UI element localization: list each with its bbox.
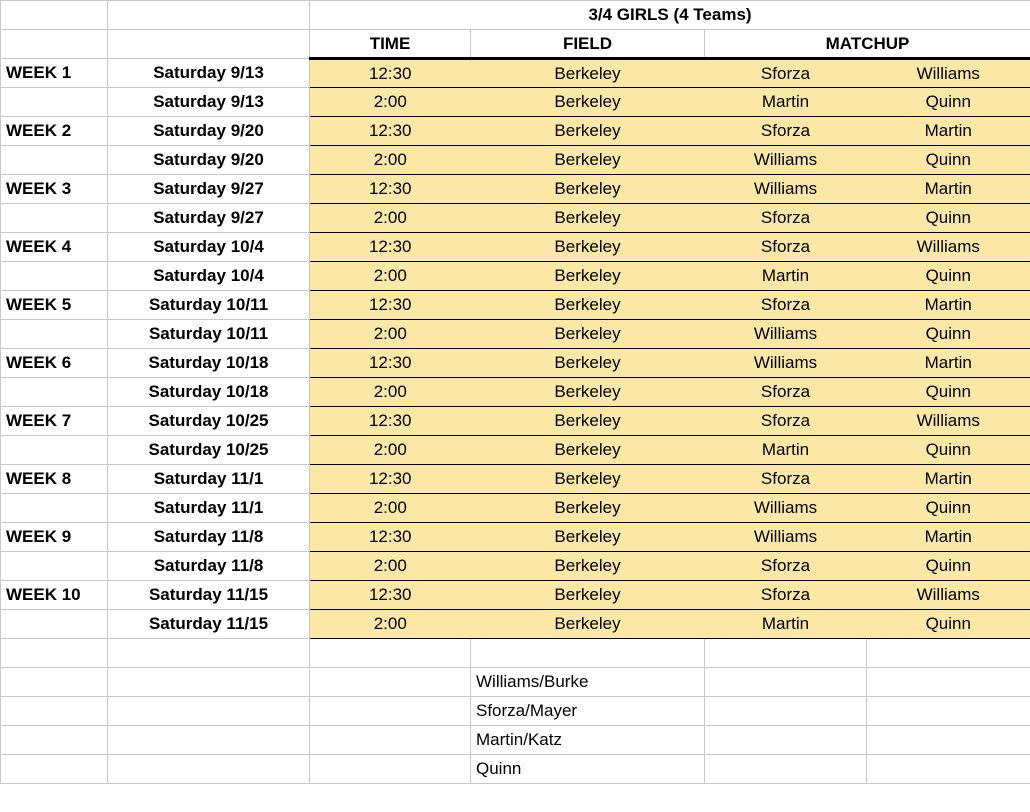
field-cell[interactable]: Berkeley bbox=[471, 117, 705, 146]
cell[interactable] bbox=[867, 755, 1030, 784]
game-row bbox=[1, 523, 1030, 552]
away-team-cell[interactable]: Quinn bbox=[867, 146, 1030, 175]
date-cell[interactable]: Saturday 11/15 bbox=[108, 610, 310, 639]
time-cell[interactable]: 2:00 bbox=[310, 552, 471, 581]
home-team-cell[interactable]: Williams bbox=[705, 146, 867, 175]
team-name-cell[interactable]: Sforza/Mayer bbox=[471, 697, 705, 726]
field-cell[interactable]: Berkeley bbox=[471, 523, 705, 552]
team-name-cell[interactable]: Williams/Burke bbox=[471, 668, 705, 697]
time-cell[interactable]: 2:00 bbox=[310, 262, 471, 291]
blank-row bbox=[1, 639, 1030, 668]
field-cell[interactable]: Berkeley bbox=[471, 175, 705, 204]
week-cell[interactable] bbox=[1, 494, 108, 523]
week-cell[interactable]: WEEK 8 bbox=[1, 465, 108, 494]
game-row bbox=[1, 59, 1030, 88]
field-cell[interactable]: Berkeley bbox=[471, 436, 705, 465]
game-row bbox=[1, 494, 1030, 523]
game-row bbox=[1, 291, 1030, 320]
home-team-cell[interactable]: Sforza bbox=[705, 117, 867, 146]
cell[interactable] bbox=[310, 726, 471, 755]
time-cell[interactable]: 2:00 bbox=[310, 494, 471, 523]
away-team-cell[interactable]: Martin bbox=[867, 291, 1030, 320]
cell[interactable] bbox=[108, 697, 310, 726]
away-team-cell[interactable]: Quinn bbox=[867, 494, 1030, 523]
cell[interactable] bbox=[108, 726, 310, 755]
team-row bbox=[1, 726, 1030, 755]
team-row bbox=[1, 668, 1030, 697]
date-cell[interactable]: Saturday 10/18 bbox=[108, 349, 310, 378]
week-cell[interactable]: WEEK 5 bbox=[1, 291, 108, 320]
week-cell[interactable]: WEEK 3 bbox=[1, 175, 108, 204]
time-cell[interactable]: 12:30 bbox=[310, 523, 471, 552]
game-row bbox=[1, 175, 1030, 204]
cell[interactable] bbox=[867, 639, 1030, 668]
time-cell[interactable]: 12:30 bbox=[310, 175, 471, 204]
time-cell[interactable]: 12:30 bbox=[310, 117, 471, 146]
cell[interactable] bbox=[310, 755, 471, 784]
home-team-cell[interactable]: Williams bbox=[705, 523, 867, 552]
field-cell[interactable]: Berkeley bbox=[471, 465, 705, 494]
cell[interactable] bbox=[310, 697, 471, 726]
game-row bbox=[1, 610, 1030, 639]
away-team-cell[interactable]: Williams bbox=[867, 581, 1030, 610]
home-team-cell[interactable]: Williams bbox=[705, 320, 867, 349]
field-cell[interactable]: Berkeley bbox=[471, 494, 705, 523]
week-cell[interactable]: WEEK 1 bbox=[1, 59, 108, 88]
game-row bbox=[1, 349, 1030, 378]
game-row bbox=[1, 436, 1030, 465]
away-team-cell[interactable]: Martin bbox=[867, 117, 1030, 146]
date-cell[interactable]: Saturday 10/4 bbox=[108, 262, 310, 291]
field-cell[interactable]: Berkeley bbox=[471, 552, 705, 581]
cell[interactable] bbox=[705, 697, 867, 726]
field-cell[interactable]: Berkeley bbox=[471, 59, 705, 88]
cell[interactable] bbox=[867, 668, 1030, 697]
home-team-cell[interactable]: Sforza bbox=[705, 291, 867, 320]
team-name-cell[interactable]: Martin/Katz bbox=[471, 726, 705, 755]
field-cell[interactable]: Berkeley bbox=[471, 291, 705, 320]
game-row bbox=[1, 204, 1030, 233]
game-row bbox=[1, 233, 1030, 262]
game-row bbox=[1, 146, 1030, 175]
home-team-cell[interactable]: Martin bbox=[705, 436, 867, 465]
home-team-cell[interactable]: Williams bbox=[705, 494, 867, 523]
time-cell[interactable]: 12:30 bbox=[310, 59, 471, 88]
cell[interactable] bbox=[705, 668, 867, 697]
field-cell[interactable]: Berkeley bbox=[471, 320, 705, 349]
cell[interactable] bbox=[471, 639, 705, 668]
time-cell[interactable]: 12:30 bbox=[310, 349, 471, 378]
home-team-cell[interactable]: Sforza bbox=[705, 407, 867, 436]
away-team-cell[interactable]: Martin bbox=[867, 349, 1030, 378]
cell[interactable] bbox=[1, 30, 108, 59]
time-cell[interactable]: 12:30 bbox=[310, 291, 471, 320]
cell[interactable] bbox=[1, 697, 108, 726]
week-cell[interactable]: WEEK 7 bbox=[1, 407, 108, 436]
away-team-cell[interactable]: Quinn bbox=[867, 262, 1030, 291]
date-cell[interactable]: Saturday 10/11 bbox=[108, 320, 310, 349]
cell[interactable] bbox=[705, 639, 867, 668]
cell[interactable] bbox=[705, 755, 867, 784]
date-cell[interactable]: Saturday 11/1 bbox=[108, 465, 310, 494]
time-cell[interactable]: 12:30 bbox=[310, 465, 471, 494]
week-cell[interactable] bbox=[1, 552, 108, 581]
game-row bbox=[1, 581, 1030, 610]
field-cell[interactable]: Berkeley bbox=[471, 610, 705, 639]
field-cell[interactable]: Berkeley bbox=[471, 349, 705, 378]
week-cell[interactable] bbox=[1, 262, 108, 291]
home-team-cell[interactable]: Martin bbox=[705, 610, 867, 639]
cell[interactable] bbox=[310, 639, 471, 668]
cell[interactable] bbox=[108, 1, 310, 30]
field-cell[interactable]: Berkeley bbox=[471, 233, 705, 262]
home-team-cell[interactable]: Martin bbox=[705, 88, 867, 117]
away-team-cell[interactable]: Williams bbox=[867, 233, 1030, 262]
field-cell[interactable]: Berkeley bbox=[471, 581, 705, 610]
time-cell[interactable]: 2:00 bbox=[310, 378, 471, 407]
home-team-cell[interactable]: Sforza bbox=[705, 378, 867, 407]
date-cell[interactable]: Saturday 11/8 bbox=[108, 523, 310, 552]
date-cell[interactable]: Saturday 11/8 bbox=[108, 552, 310, 581]
home-team-cell[interactable]: Sforza bbox=[705, 552, 867, 581]
cell[interactable] bbox=[1, 1, 108, 30]
week-cell[interactable]: WEEK 6 bbox=[1, 349, 108, 378]
time-cell[interactable]: 2:00 bbox=[310, 88, 471, 117]
home-team-cell[interactable]: Sforza bbox=[705, 581, 867, 610]
cell[interactable] bbox=[867, 697, 1030, 726]
home-team-cell[interactable]: Williams bbox=[705, 175, 867, 204]
date-cell[interactable]: Saturday 10/25 bbox=[108, 407, 310, 436]
cell[interactable] bbox=[108, 755, 310, 784]
week-cell[interactable]: WEEK 2 bbox=[1, 117, 108, 146]
cell[interactable] bbox=[1, 726, 108, 755]
time-cell[interactable]: 12:30 bbox=[310, 581, 471, 610]
date-cell[interactable]: Saturday 9/27 bbox=[108, 175, 310, 204]
week-cell[interactable]: WEEK 10 bbox=[1, 581, 108, 610]
date-cell[interactable]: Saturday 11/1 bbox=[108, 494, 310, 523]
away-team-cell[interactable]: Quinn bbox=[867, 552, 1030, 581]
date-cell[interactable]: Saturday 10/4 bbox=[108, 233, 310, 262]
cell[interactable] bbox=[1, 668, 108, 697]
time-cell[interactable]: 2:00 bbox=[310, 610, 471, 639]
team-row bbox=[1, 697, 1030, 726]
date-cell[interactable]: Saturday 9/20 bbox=[108, 146, 310, 175]
time-cell[interactable]: 12:30 bbox=[310, 233, 471, 262]
time-header[interactable]: TIME bbox=[310, 30, 471, 59]
team-row bbox=[1, 755, 1030, 784]
time-cell[interactable]: 2:00 bbox=[310, 320, 471, 349]
date-cell[interactable]: Saturday 11/15 bbox=[108, 581, 310, 610]
cell[interactable] bbox=[108, 30, 310, 59]
cell[interactable] bbox=[108, 639, 310, 668]
time-cell[interactable]: 12:30 bbox=[310, 407, 471, 436]
away-team-cell[interactable]: Martin bbox=[867, 175, 1030, 204]
week-cell[interactable] bbox=[1, 146, 108, 175]
away-team-cell[interactable]: Quinn bbox=[867, 320, 1030, 349]
away-team-cell[interactable]: Quinn bbox=[867, 378, 1030, 407]
away-team-cell[interactable]: Martin bbox=[867, 523, 1030, 552]
date-cell[interactable]: Saturday 10/18 bbox=[108, 378, 310, 407]
cell[interactable] bbox=[1, 755, 108, 784]
away-team-cell[interactable]: Quinn bbox=[867, 88, 1030, 117]
week-cell[interactable] bbox=[1, 204, 108, 233]
cell[interactable] bbox=[310, 668, 471, 697]
date-cell[interactable]: Saturday 9/13 bbox=[108, 88, 310, 117]
header-row bbox=[1, 30, 1030, 59]
home-team-cell[interactable]: Sforza bbox=[705, 59, 867, 88]
away-team-cell[interactable]: Quinn bbox=[867, 610, 1030, 639]
game-row bbox=[1, 407, 1030, 436]
sheet-title[interactable]: 3/4 GIRLS (4 Teams) bbox=[310, 1, 1030, 30]
date-cell[interactable]: Saturday 9/20 bbox=[108, 117, 310, 146]
field-cell[interactable]: Berkeley bbox=[471, 407, 705, 436]
field-cell[interactable]: Berkeley bbox=[471, 146, 705, 175]
time-cell[interactable]: 2:00 bbox=[310, 146, 471, 175]
date-cell[interactable]: Saturday 10/11 bbox=[108, 291, 310, 320]
away-team-cell[interactable]: Quinn bbox=[867, 436, 1030, 465]
game-row bbox=[1, 552, 1030, 581]
field-cell[interactable]: Berkeley bbox=[471, 262, 705, 291]
time-cell[interactable]: 2:00 bbox=[310, 436, 471, 465]
title-row bbox=[1, 1, 1030, 30]
field-cell[interactable]: Berkeley bbox=[471, 204, 705, 233]
game-row bbox=[1, 262, 1030, 291]
cell[interactable] bbox=[1, 639, 108, 668]
away-team-cell[interactable]: Williams bbox=[867, 59, 1030, 88]
game-row bbox=[1, 88, 1030, 117]
cell[interactable] bbox=[108, 668, 310, 697]
home-team-cell[interactable]: Sforza bbox=[705, 233, 867, 262]
date-cell[interactable]: Saturday 9/27 bbox=[108, 204, 310, 233]
date-cell[interactable]: Saturday 10/25 bbox=[108, 436, 310, 465]
week-cell[interactable] bbox=[1, 610, 108, 639]
cell[interactable] bbox=[705, 726, 867, 755]
week-cell[interactable] bbox=[1, 88, 108, 117]
field-cell[interactable]: Berkeley bbox=[471, 378, 705, 407]
team-name-cell[interactable]: Quinn bbox=[471, 755, 705, 784]
game-row bbox=[1, 320, 1030, 349]
away-team-cell[interactable]: Williams bbox=[867, 407, 1030, 436]
game-row bbox=[1, 465, 1030, 494]
home-team-cell[interactable]: Sforza bbox=[705, 465, 867, 494]
home-team-cell[interactable]: Martin bbox=[705, 262, 867, 291]
week-cell[interactable]: WEEK 4 bbox=[1, 233, 108, 262]
away-team-cell[interactable]: Quinn bbox=[867, 204, 1030, 233]
matchup-header[interactable]: MATCHUP bbox=[705, 30, 1030, 59]
week-cell[interactable] bbox=[1, 378, 108, 407]
week-cell[interactable] bbox=[1, 436, 108, 465]
time-cell[interactable]: 2:00 bbox=[310, 204, 471, 233]
field-header[interactable]: FIELD bbox=[471, 30, 705, 59]
date-cell[interactable]: Saturday 9/13 bbox=[108, 59, 310, 88]
field-cell[interactable]: Berkeley bbox=[471, 88, 705, 117]
away-team-cell[interactable]: Martin bbox=[867, 465, 1030, 494]
week-cell[interactable]: WEEK 9 bbox=[1, 523, 108, 552]
game-row bbox=[1, 378, 1030, 407]
cell[interactable] bbox=[867, 726, 1030, 755]
home-team-cell[interactable]: Williams bbox=[705, 349, 867, 378]
week-cell[interactable] bbox=[1, 320, 108, 349]
home-team-cell[interactable]: Sforza bbox=[705, 204, 867, 233]
game-row bbox=[1, 117, 1030, 146]
